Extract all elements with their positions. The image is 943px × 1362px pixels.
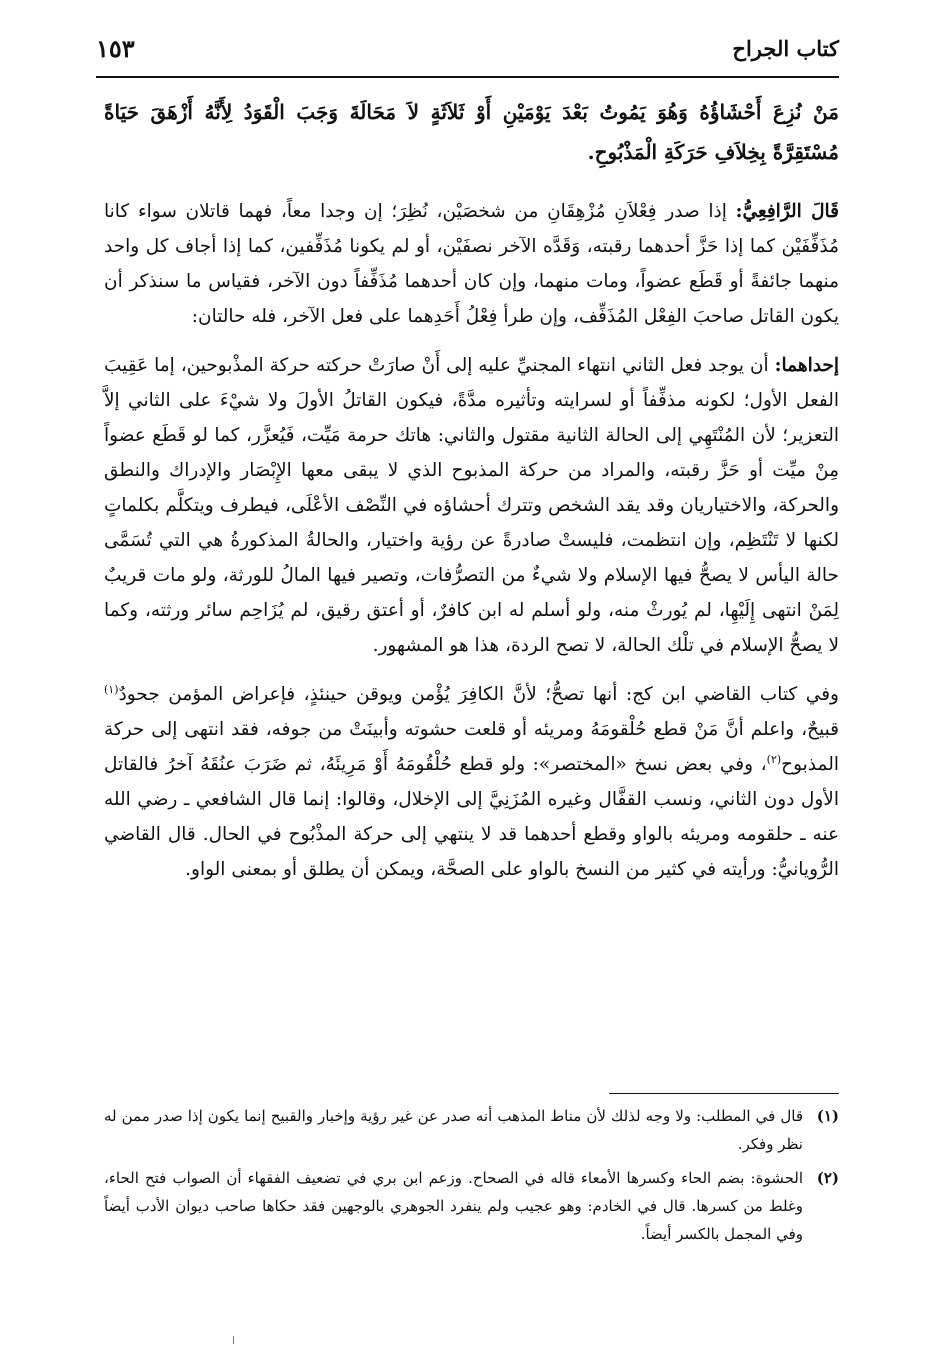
main-text: [104, 92, 839, 901]
footnote-text: الحشوة: بضم الحاء وكسرها الأمعاء قاله في الصحاح. وزعم ابن بري في تضعيف الفقهاء أن الصواب فتح الحاء، وغلط من كسرها. قال في الخادم: وهو عجيب ولم ينفرد الجوهري بالوجهين فقد حكاها صاحب ديوان الأدب أيضاً وفي المجمل بالكسر أيضاً.: [104, 1169, 803, 1243]
paragraph-text-part: ، وفي بعض نسخ «المختصر»: ولو قطع حُلْقُومَهُ أَوْ مَرِيئَهُ، ثم ضَرَبَ عنُقَهُ آخرُ فالقاتل الأول دون الثاني، ونسب القفَّال وغيره المُزَنِيَّ إلى الإخلال، وقالوا: إنما قال الشافعي ـ رضي الله عنه ـ حلقومه ومريئه بالواو وقطع أحدهما قد لا ينتهي إلى حركة المذْبُوح في الحال. قال القاضي الرُّويانيُّ: ورأيته في كثير من النسخ بالواو على الصحَّة، ويمكن أن يطلق أو بمعنى الواو.: [104, 754, 839, 880]
header-rule: [96, 76, 839, 78]
footnote-rule: [609, 1093, 839, 1094]
footnote-ref-2[interactable]: (٢): [766, 752, 782, 766]
paragraph-text-part: قبيحٌ، واعلم أنَّ مَنْ قطع حُلْقومَهُ ومريئه أو قلعت حشوته وأبينَتْ من جوفه، فقد انتهى إلى حركة المذبوح: [104, 719, 839, 775]
page-header: [96, 30, 839, 70]
footnote-item: [104, 1102, 839, 1158]
scan-mark: ا: [232, 1336, 235, 1347]
paragraph-text: أن يوجد فعل الثاني انتهاء المجنيِّ عليه إلى أَنْ صارَتْ حركته حركة المذْبوحين، إما عَقِيبَ الفعل الأول؛ لكونه مذفِّفاً أو لسرايته وتأثيره مدَّةً، فيكون القاتلُ الأولَ ولا شيْءَ على الثاني إلاَّ التعزير؛ لأن المُنْتَهِي إلى الحالة الثانية مقتول والثاني: هاتك حرمة مَيِّت، فَيُعزَّر، كما لو قَطَع عضواً مِنْ ميِّت أو حَزَّ رقبته، والمراد من حركة المذبوح الذي لا يبقى معها الإِبْصَار والإدراك والنطق والحركة، والاختياريان وقد يقد الشخص وتترك أحشاؤه في النِّصْف الأعْلَى، فيطرف ويتكلَّم بكلماتٍ لكنها لا تَنْتَظِم، وإن انتظمت، فليستْ صادرةً عن رؤية واختيار، والحالةُ المذكورةُ هي التي تُسَمَّى حالة اليأس لا يصحُّ فيها الإسلام ولا شيءٌ من التصرُّفات، وتصير فيها المالُ للورثة، ولو مات قريبٌ لِمَنْ انتهى إِلَيْهِا، لم يُورثْ منه، ولو أسلم له ابن كافرٌ، أو أعتق رقيق، لم يُزَاحِم سائر ورثته، وكما لا يصحُّ الإسلام في تلْك الحالة، لا تصح الردة، هذا هو المشهور.: [104, 355, 839, 656]
footnotes: [104, 1102, 839, 1254]
footnote-number: (١): [816, 1107, 839, 1125]
page-number: ١٥٣: [96, 34, 135, 63]
running-title: كتاب الجراح: [732, 36, 839, 61]
footnote-number: (٢): [816, 1169, 839, 1187]
paragraph-lead: قَالَ الرَّافِعِيُّ:: [735, 201, 839, 222]
matn-verse: مَنْ نُزِعَ أَحْشَاؤُهُ وَهُوَ يَمُوتُ بَعْدَ يَوْمَيْنِ أَوْ ثَلاَثَةٍ لاَ مَحَالَةَ وَجَبَ الْقَوَدُ لِأَنَّهُ أَزْهَقَ حَيَاةً مُسْتَقِرَّةً بِخِلاَفِ حَرَكَةِ الْمَذْبُوحِ.: [104, 100, 839, 164]
paragraph-first-case: [104, 348, 839, 663]
paragraph-lead: إحداهما:: [774, 355, 839, 376]
footnote-ref-1[interactable]: (١): [104, 682, 119, 696]
paragraph-rafii: [104, 194, 839, 334]
footnote-text: قال في المطلب: ولا وجه لذلك لأن مناط المذهب أنه صدر عن غير رؤية وإخبار والقبيح إنما يكون إذا صدر ممن له نظر وفكر.: [104, 1107, 803, 1153]
paragraph-ibn-kajj: [104, 677, 839, 887]
paragraph-text: إذا صدر فِعْلاَنِ مُزْهِقَانِ من شخصَيْن، نُظِرَ؛ إن وجدا معاً، فهما قاتلان سواء كانا مُذَفِّفَيْن كما إذا حَزَّ أحدهما رقبته، وَقَدَّه الآخر نصفَيْن، أو لم يكونا مُذَفِّفين، كما إذا أجاف كل واحد منهما جائفةً أو قَطَع عضواً، ومات منهما، وإن كان أحدهما مُذَفِّفاً دون الآخر، فقياس ما سنذكر أن يكون القاتل صاحبَ الفِعْل المُذَفِّف، وإن طرأ فِعْلُ أَحَدِهما على فعل الآخر، فله حالتان:: [104, 201, 839, 327]
paragraph-text-part: وفي كتاب القاضي ابن كج: أنها تصحُّ؛ لأنَّ الكافِرَ يُؤْمن ويوقن حينئذٍ، فإعراض المؤمن جحودٌ: [118, 684, 839, 705]
footnote-item: [104, 1164, 839, 1248]
